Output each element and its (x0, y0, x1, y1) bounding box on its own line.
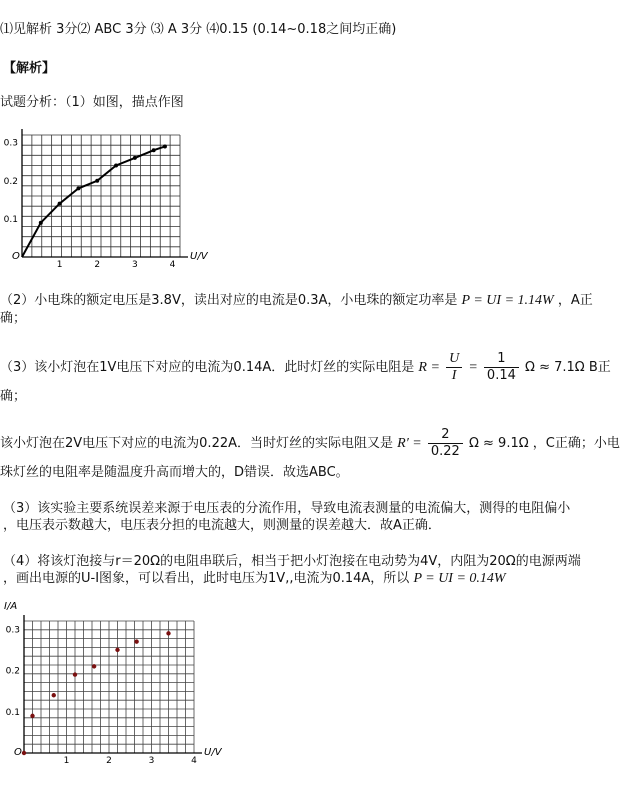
p3-result: Ω ≈ 7.1Ω (525, 360, 585, 375)
x-tick-label: 2 (106, 756, 112, 766)
x-tick-label: 1 (56, 260, 63, 270)
p3-r-label: R = (418, 360, 440, 375)
scatter-point (92, 664, 96, 668)
p4-r-label: R′ = (397, 436, 422, 451)
chart-2 (0, 601, 240, 770)
paragraph-6-line-1: （4）将该灯泡接与r＝20Ω的电阻串联后，相当于把小灯泡接在电动势为4V，内阻为20Ω的电源两端 (3, 554, 581, 569)
y-tick-label: 0.2 (3, 176, 18, 187)
y-tick-label: 0.2 (5, 666, 20, 677)
p4-text-a: 该小灯泡在2V电压下对应的电流为0.22A．当时灯丝的实际电阻又是 (0, 436, 394, 451)
origin-label: O (12, 251, 20, 262)
p3-eq: = (468, 360, 478, 375)
paragraph-2-line-1 (0, 292, 593, 310)
p4-frac-num: 2 (428, 427, 463, 444)
x-tick-label: 4 (169, 260, 176, 270)
y-axis-label: I/A (4, 601, 18, 612)
p3-text-a: （3）该小灯泡在1V电压下对应的电流为0.14A．此时灯丝的实际电阻是 (0, 360, 415, 375)
section-heading: 【解析】 (3, 61, 56, 76)
data-point (58, 202, 62, 206)
paragraph-5-line-1: （3）该实验主要系统误差来源于电压表的分流作用，导致电流表测量的电流偏大，测得的电阻偏小 (3, 501, 571, 516)
scatter-point (52, 693, 56, 697)
x-tick-label: 1 (63, 756, 70, 766)
y-tick-label: 0.1 (5, 707, 20, 718)
x-axis-label: U/V (190, 251, 208, 262)
paragraph-3-line-2: 确； (0, 389, 27, 404)
paragraph-4-line-1 (0, 424, 620, 464)
p3-frac1-den: I (451, 368, 457, 383)
p4-fraction (428, 427, 463, 460)
intro-text: 试题分析：（1）如图，描点作图 (0, 95, 184, 110)
data-point (114, 164, 118, 168)
scatter-point (22, 751, 26, 755)
p4-text-b: ，C正确；小电 (532, 436, 620, 451)
data-point (76, 186, 80, 190)
answer-line: ⑴见解析 3分⑵ ABC 3分 ⑶ A 3分 ⑷0.15 (0.14~0.18之间均正确) (0, 22, 397, 37)
paragraph-6-line-2 (3, 570, 506, 588)
y-tick-label: 0.3 (3, 138, 18, 149)
p3-fraction-1 (446, 351, 462, 384)
p3-text-b: B正 (588, 360, 611, 375)
y-tick-label: 0.1 (3, 214, 18, 225)
scatter-point (30, 714, 34, 718)
scatter-point (134, 639, 138, 643)
paragraph-5-line-2: ，电压表示数越大，电压表分担的电流越大，则测量的误差越大．故A正确． (3, 518, 441, 533)
p4-result: Ω ≈ 9.1Ω (468, 436, 529, 451)
data-point (39, 221, 43, 225)
p2-text-a: （2）小电珠的额定电压是3.8V，读出对应的电流是0.3A，小电珠的额定功率是 (0, 293, 458, 308)
x-tick-label: 4 (191, 756, 197, 766)
x-tick-label: 3 (131, 260, 138, 270)
data-point (163, 144, 167, 148)
origin-label: O (14, 747, 22, 758)
paragraph-3-line-1 (0, 350, 611, 386)
p3-fraction-2 (484, 351, 519, 384)
p3-frac2-den: 0.14 (486, 368, 516, 383)
paragraph-2-line-2: 确； (0, 311, 27, 326)
scatter-point (166, 631, 170, 635)
chart-1 (0, 127, 240, 270)
p6-line2-text: ，画出电源的U-I图象，可以看出，此时电压为1V,,电流为0.14A，所以 (3, 571, 410, 586)
curve-line (22, 146, 165, 257)
data-point (95, 179, 99, 183)
x-axis-label: U/V (204, 747, 222, 758)
scatter-point (115, 648, 119, 652)
data-point (152, 148, 156, 152)
p2-text-b: ，A正 (557, 293, 593, 308)
p3-frac2-num: 1 (484, 351, 519, 368)
p3-frac1-num: U (446, 351, 462, 368)
paragraph-4-line-2: 珠灯丝的电阻率是随温度升高而增大的，D错误．故选ABC。 (0, 465, 349, 480)
scatter-point (73, 672, 77, 676)
p2-formula: P = UI = 1.14W (461, 293, 554, 308)
x-tick-label: 2 (94, 260, 101, 270)
p6-formula: P = UI = 0.14W (413, 571, 506, 586)
x-tick-label: 3 (148, 756, 155, 766)
y-tick-label: 0.3 (5, 625, 20, 636)
data-point (133, 156, 137, 160)
p4-frac-den: 0.22 (430, 444, 460, 459)
